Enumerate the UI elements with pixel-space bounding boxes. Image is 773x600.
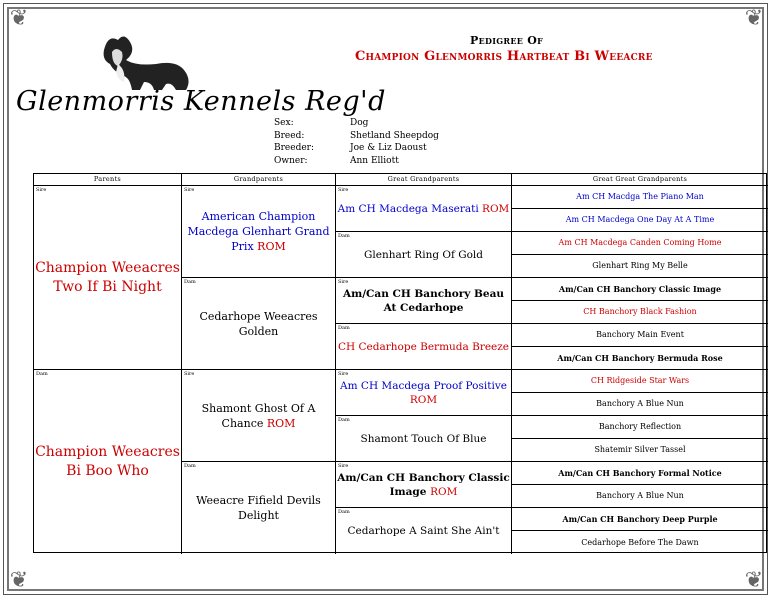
column-header-grandparents: Grandparents bbox=[182, 174, 336, 185]
grandparent-cell[interactable] bbox=[182, 278, 336, 370]
great-grandparent-name: Cedarhope A Saint She Ain't bbox=[347, 525, 500, 537]
grandparent-name: Cedarhope Weeacres Golden bbox=[199, 309, 318, 338]
great-grandparent-cell[interactable] bbox=[336, 508, 512, 554]
great-grandparent-name: Glenhart Ring Of Gold bbox=[363, 248, 484, 261]
great-great-grandparent-cell[interactable]: Shatemir Silver Tassel bbox=[512, 439, 768, 462]
great-grandparent-name: Am/Can CH Banchory Classic Image bbox=[337, 471, 510, 498]
sire-tag: Sire bbox=[338, 187, 349, 193]
dam-tag: Dam bbox=[338, 233, 350, 239]
parent-sire-name: Champion Weeacres Two If Bi Night bbox=[35, 259, 180, 295]
great-grandparent-name: Am/Can CH Banchory Beau At Cedarhope bbox=[342, 287, 505, 314]
sire-tag: Sire bbox=[36, 187, 47, 193]
sire-tag: Sire bbox=[184, 371, 195, 377]
sire-tag: Sire bbox=[184, 187, 195, 193]
grandparent-name: Shamont Ghost Of A Chance bbox=[201, 401, 316, 430]
grandparent-name: American Champion Macdega Glenhart Grand Prix bbox=[187, 210, 330, 253]
great-great-grandparent-cell[interactable]: Banchory A Blue Nun bbox=[512, 393, 768, 416]
breeder-label: Breeder: bbox=[274, 143, 314, 153]
owner-value: Ann Elliott bbox=[350, 155, 399, 166]
parent-sire-cell[interactable] bbox=[34, 185, 182, 370]
great-great-grandparent-cell[interactable]: Am/Can CH Banchory Classic Image bbox=[512, 278, 768, 301]
great-great-grandparent-cell[interactable]: Am/Can CH Banchory Bermuda Rose bbox=[512, 347, 768, 370]
great-grandparent-name: Am CH Macdega Maserati bbox=[337, 202, 479, 215]
great-great-grandparent-cell[interactable]: Cedarhope Before The Dawn bbox=[581, 537, 699, 547]
grandparent-cell[interactable] bbox=[182, 370, 336, 462]
great-grandparent-cell[interactable] bbox=[336, 416, 512, 462]
parent-dam-name: Champion Weeacres Bi Boo Who bbox=[35, 444, 180, 479]
dog-info bbox=[274, 117, 490, 167]
great-grandparent-cell[interactable] bbox=[336, 370, 512, 416]
great-great-grandparent-cell[interactable]: Banchory Reflection bbox=[512, 416, 768, 439]
great-grandparent-name: CH Cedarhope Bermuda Breeze bbox=[337, 340, 510, 353]
great-great-grandparent-cell[interactable]: Am/Can CH Banchory Deep Purple bbox=[512, 508, 768, 531]
rom-suffix: ROM bbox=[266, 416, 296, 430]
great-grandparent-name: Am CH Macdega Proof Positive bbox=[340, 379, 507, 392]
parent-dam-cell[interactable] bbox=[34, 370, 182, 554]
great-great-grandparent-cell[interactable]: CH Ridgeside Star Wars bbox=[512, 370, 768, 393]
great-grandparent-cell[interactable] bbox=[336, 462, 512, 508]
column-header-great-great-grandparents: Great Great Grandparents bbox=[592, 175, 688, 183]
great-grandparent-name: Shamont Touch Of Blue bbox=[360, 432, 487, 445]
dam-tag: Dam bbox=[338, 325, 350, 331]
kennel-name: Glenmorris Kennels Reg'd bbox=[16, 86, 386, 117]
great-grandparent-cell[interactable] bbox=[336, 278, 512, 324]
great-great-grandparent-cell[interactable]: Banchory Main Event bbox=[512, 324, 768, 347]
sire-tag: Sire bbox=[338, 371, 349, 377]
sire-tag: Sire bbox=[338, 279, 349, 285]
great-great-grandparent-cell[interactable]: CH Banchory Black Fashion bbox=[512, 301, 768, 324]
sire-tag: Sire bbox=[338, 463, 349, 469]
great-great-grandparent-cell[interactable]: Am CH Macdega One Day At A Time bbox=[512, 209, 768, 232]
breeder-value: Joe & Liz Daoust bbox=[350, 143, 427, 153]
great-great-grandparent-cell[interactable]: Am CH Macdga The Piano Man bbox=[512, 185, 768, 209]
great-great-grandparent-cell[interactable]: Am/Can CH Banchory Formal Notice bbox=[512, 462, 768, 485]
great-great-grandparent-cell[interactable]: Banchory A Blue Nun bbox=[512, 485, 768, 508]
grandparent-name: Weeacre Fifield Devils Delight bbox=[196, 494, 321, 522]
sex-label: Sex: bbox=[274, 118, 294, 128]
rom-suffix: ROM bbox=[430, 485, 458, 498]
rom-suffix: ROM bbox=[482, 202, 510, 215]
great-grandparent-cell[interactable] bbox=[336, 185, 512, 232]
corner-ornament-icon: ❦ bbox=[9, 568, 29, 593]
great-grandparent-cell[interactable] bbox=[336, 232, 512, 278]
dam-tag: Dam bbox=[184, 463, 196, 469]
great-grandparent-cell[interactable] bbox=[336, 324, 512, 370]
pedigree-grid bbox=[33, 173, 767, 553]
great-great-grandparent-cell[interactable]: Glenhart Ring My Belle bbox=[512, 255, 768, 278]
corner-ornament-icon: ❦ bbox=[9, 6, 29, 31]
sex-value: Dog bbox=[350, 118, 369, 128]
corner-ornament-icon: ❦ bbox=[744, 6, 764, 31]
pedigree-title-label: Pedigree Of bbox=[470, 34, 544, 47]
column-header-parents: Parents bbox=[34, 174, 182, 185]
dam-tag: Dam bbox=[338, 417, 350, 423]
dam-tag: Dam bbox=[36, 371, 48, 377]
rom-suffix: ROM bbox=[257, 240, 286, 253]
owner-label: Owner: bbox=[274, 155, 308, 166]
dam-tag: Dam bbox=[338, 509, 350, 515]
breed-value: Shetland Sheepdog bbox=[350, 130, 439, 141]
rom-suffix: ROM bbox=[409, 393, 438, 406]
corner-ornament-icon: ❦ bbox=[744, 568, 764, 593]
great-great-grandparent-cell[interactable]: Am CH Macdega Canden Coming Home bbox=[512, 232, 768, 255]
dam-tag: Dam bbox=[184, 279, 196, 285]
dog-name-title: Champion Glenmorris Hartbeat Bi Weeacre bbox=[355, 49, 653, 64]
breed-label: Breed: bbox=[274, 130, 305, 141]
column-header-great-grandparents: Great Grandparents bbox=[336, 174, 512, 185]
grandparent-cell[interactable] bbox=[182, 462, 336, 554]
grandparent-cell[interactable] bbox=[182, 185, 336, 278]
